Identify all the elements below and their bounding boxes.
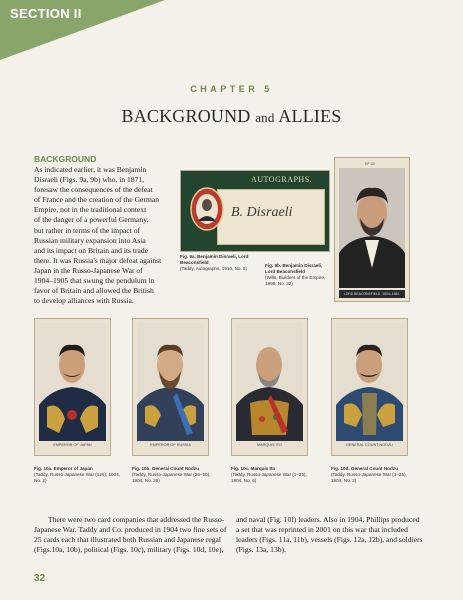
intro-line: foresaw the consequences of the defeat — [34, 185, 153, 195]
bottom-left-line: 25 cards each that illustrated both Russian and Japanese regal — [34, 535, 222, 544]
fig-10c-caption-text: (Taddy, Russo-Japanese War (1–25), 1904, No. 6) — [231, 472, 307, 483]
fig-10b-caption-bold: General Count Nodzu — [151, 466, 199, 471]
portrait-marquis-ito — [236, 323, 303, 441]
fig-10b-caption — [132, 466, 220, 484]
page-number: 32 — [34, 573, 46, 584]
intro-line: but rather in terms of the impact of — [34, 225, 141, 235]
fig-10d-title: Fig. 10d. — [331, 466, 350, 471]
fig-9a-title: Fig. 9a. — [180, 254, 196, 259]
intro-line: Disraeli (Figs. 9a, 9b) who, in 1871, — [34, 175, 145, 185]
fig-10a-caption — [34, 466, 122, 484]
intro-line: and its impact on Britain and its trade — [34, 245, 149, 255]
bottom-right-line: a set that was reprinted in 2001 on this war that included — [236, 525, 408, 534]
section-tab-label: SECTION II — [10, 6, 82, 21]
card-emperor-of-japan — [34, 318, 111, 456]
autograph-card — [180, 170, 330, 252]
fig-9a-caption-bold: Benjamin Disraeli, Lord Beaconsfield — [180, 254, 249, 265]
card-label-general-nodzu: GENERAL COUNT NODZU — [345, 443, 394, 447]
disraeli-portrait — [339, 168, 405, 288]
fig-10a-caption-bold: Emperor of Japan — [53, 466, 93, 471]
chapter-title-end: ALLIES — [278, 106, 342, 126]
chapter-title-main: BACKGROUND — [121, 106, 251, 126]
intro-paragraph — [34, 165, 174, 306]
fig-9b-caption-text: (Wills, Builders of the Empire, 1898, No. 32) — [265, 275, 326, 286]
fig-9a-caption-text: (Taddy, Autographs, 1910, No. 5) — [180, 266, 248, 271]
intro-line: there. It was Russia's major defeat against — [34, 255, 162, 265]
fig-9b-title: Fig. 9b. — [265, 263, 282, 268]
fig-10c-caption — [231, 466, 319, 484]
fig-9b-caption — [265, 263, 333, 287]
card-emperor-of-russia — [132, 318, 209, 456]
section-heading: BACKGROUND — [34, 154, 97, 164]
portrait-emperor-russia — [137, 323, 204, 441]
portrait-card-label: LORD BEACONSFIELD. 1804–1881. — [339, 290, 405, 298]
intro-line: of France and the creation of the German — [34, 195, 160, 205]
intro-line: 1904–1905 that swung the pendulum in — [34, 276, 155, 286]
intro-line: to develop alliances with Russia. — [34, 296, 134, 306]
card-label-emperor-russia: EMPEROR OF RUSSIA — [150, 443, 191, 447]
portrait-emperor-japan — [39, 323, 106, 441]
intro-line: of the danger of a powerful Germany, — [34, 215, 149, 225]
portrait-medallion — [189, 185, 225, 233]
autograph-card-heading: AUTOGRAPHS. — [251, 175, 313, 184]
card-label-marquis-ito: MARQUIS ITO — [256, 443, 283, 447]
fig-10a-title: Fig. 10a. — [34, 466, 53, 471]
chapter-title-and: and — [255, 110, 275, 125]
portrait-card-number: Nº 32 — [365, 161, 375, 166]
intro-line: Empire, not in the traditional context — [34, 205, 147, 215]
fig-10c-caption-bold: Marquis Ito — [250, 466, 276, 471]
bottom-paragraph-left — [34, 515, 230, 555]
bottom-right-line: leaders (Figs. 11a, 11b), vessels (Figs. 12a, 12b), and soldiers — [236, 535, 423, 544]
chapter-label: CHAPTER 5 — [190, 84, 273, 94]
fig-10d-caption — [331, 466, 419, 484]
portrait-card-disraeli — [334, 157, 410, 302]
bottom-right-line: and naval (Fig. 10f) leaders. Also in 1904, Phillips produced — [236, 515, 420, 524]
fig-10b-caption-text: (Taddy, Russo-Japanese War (26–50), 1904, No. 26) — [132, 472, 211, 483]
intro-line: Japan in the Russo-Japanese War of — [34, 265, 143, 275]
portrait-general-nodzu — [336, 323, 403, 441]
bottom-left-line: (Figs.10a, 10b), political (Figs. 10c), military (Figs. 10d, 10e), — [34, 545, 224, 554]
card-label-emperor-japan: EMPEROR OF JAPAN — [53, 443, 92, 447]
intro-line: Russian military expansion into Asia — [34, 235, 146, 245]
autograph-signature: B. Disraeli — [231, 205, 293, 220]
fig-10d-caption-text: (Taddy, Russo-Japanese War (1–25), 1904, No. 2) — [331, 472, 407, 483]
bottom-paragraph-right — [236, 515, 432, 555]
fig-10b-title: Fig. 10b. — [132, 466, 151, 471]
card-marquis-ito — [231, 318, 308, 456]
fig-9b-caption-bold: Benjamin Disraeli, Lord Beaconsfield — [265, 263, 323, 274]
fig-10c-title: Fig. 10c. — [231, 466, 250, 471]
chapter-title — [0, 106, 463, 127]
intro-line: As indicated earlier, it was Benjamin — [34, 165, 147, 174]
fig-10a-caption-text: (Taddy, Russo-Japanese War (125), 1904, No. 2) — [34, 472, 121, 483]
bottom-left-line: There were two card companies that addressed the Russo- — [48, 515, 225, 524]
fig-9a-caption — [180, 254, 260, 272]
card-general-count-nodzu — [331, 318, 408, 456]
bottom-right-line: (Figs. 13a, 13b). — [236, 545, 286, 554]
intro-line: favor of Britain and allowed the British — [34, 286, 154, 296]
bottom-left-line: Japanese War. Taddy and Co. produced in 1904 two fine sets of — [34, 525, 227, 534]
fig-10d-caption-bold: General Count Nodzu — [350, 466, 398, 471]
